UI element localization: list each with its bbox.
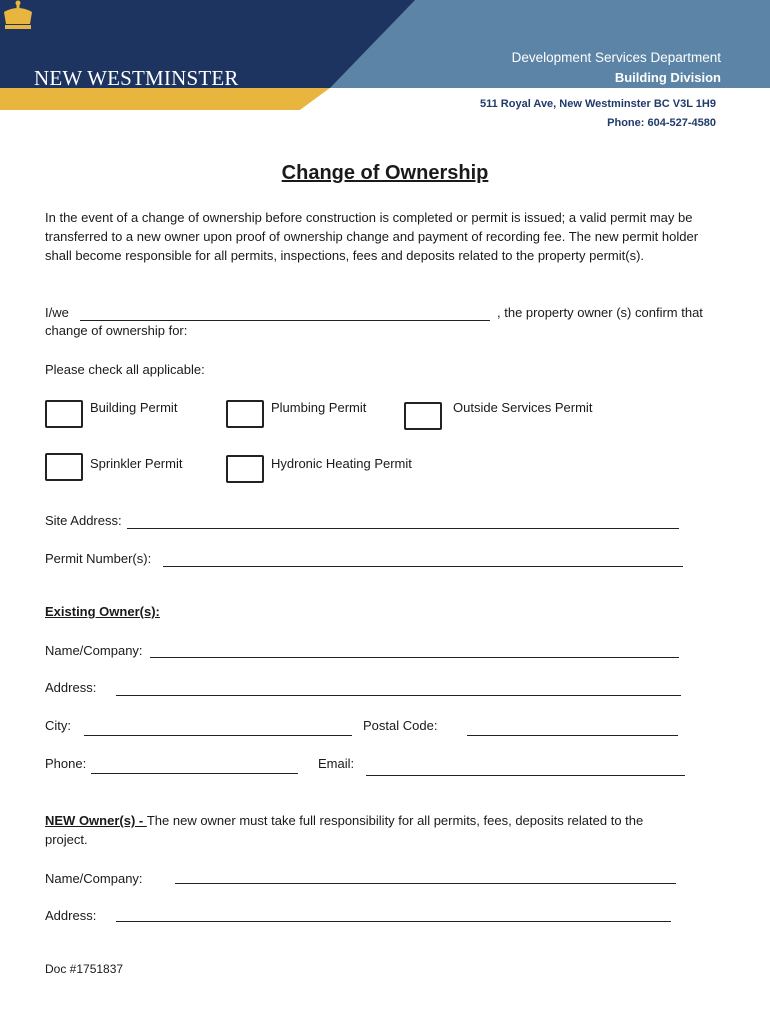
hydronic-heating-permit-checkbox[interactable]	[226, 455, 264, 483]
site-address-field[interactable]	[127, 528, 679, 529]
permit-numbers-field[interactable]	[163, 566, 683, 567]
building-permit-label: Building Permit	[90, 400, 178, 415]
new-address-label: Address:	[45, 908, 97, 923]
plumbing-permit-checkbox[interactable]	[226, 400, 264, 428]
existing-address-label: Address:	[45, 680, 97, 695]
office-phone: Phone: 604-527-4580	[607, 117, 716, 129]
existing-name-field[interactable]	[150, 657, 679, 658]
office-address: 511 Royal Ave, New Westminster BC V3L 1H9	[480, 98, 716, 110]
existing-phone-label: Phone:	[45, 756, 87, 771]
iwe-label: I/we	[45, 305, 69, 320]
new-name-field[interactable]	[175, 883, 676, 884]
new-owners-heading: NEW Owner(s) -	[45, 813, 147, 828]
building-permit-checkbox[interactable]	[45, 400, 83, 428]
hydronic-heating-permit-label: Hydronic Heating Permit	[271, 456, 412, 471]
sprinkler-permit-checkbox[interactable]	[45, 453, 83, 481]
division-name: Building Division	[614, 70, 721, 85]
existing-city-field[interactable]	[84, 735, 352, 736]
existing-address-field[interactable]	[116, 695, 681, 696]
department-block	[512, 48, 721, 88]
site-address-label: Site Address:	[45, 513, 122, 528]
document-number: Doc #1751837	[45, 962, 124, 976]
check-prompt: Please check all applicable:	[45, 362, 205, 377]
new-address-field[interactable]	[116, 921, 671, 922]
contact-block	[480, 95, 716, 133]
confirm-text: , the property owner (s) confirm that	[497, 305, 703, 320]
outside-services-permit-label: Outside Services Permit	[453, 400, 593, 415]
plumbing-permit-label: Plumbing Permit	[271, 400, 367, 415]
permit-numbers-label: Permit Number(s):	[45, 551, 152, 566]
existing-email-field[interactable]	[366, 775, 685, 776]
existing-phone-field[interactable]	[91, 773, 298, 774]
outside-services-permit-checkbox[interactable]	[404, 402, 442, 430]
sprinkler-permit-label: Sprinkler Permit	[90, 456, 183, 471]
new-owners-heading-line	[45, 813, 643, 828]
change-for-text: change of ownership for:	[45, 323, 188, 338]
crown-logo-icon	[0, 0, 36, 32]
existing-name-label: Name/Company:	[45, 643, 143, 658]
new-owners-note: The new owner must take full responsibility for all permits, fees, deposits related to the	[146, 813, 644, 828]
page-title: Change of Ownership	[281, 162, 489, 184]
existing-city-label: City:	[45, 718, 71, 733]
existing-email-label: Email:	[318, 756, 355, 771]
intro-paragraph: In the event of a change of ownership before construction is completed or permit is issued; a valid permit may be transferred to a new owner upon proof of ownership change and payment of recording fee. The new permit holder shall become responsible for all permits, inspections, fees and deposits related to the property permit(s).	[45, 210, 699, 263]
logo-wordmark: NEW WESTMINSTER	[34, 66, 239, 90]
new-owners-note-continued: project.	[45, 832, 88, 847]
existing-postal-field[interactable]	[467, 735, 678, 736]
existing-owners-heading: Existing Owner(s):	[45, 604, 160, 619]
department-name: Development Services Department	[511, 50, 721, 65]
header-banner	[0, 0, 770, 129]
new-name-label: Name/Company:	[45, 871, 143, 886]
owner-name-field[interactable]	[80, 320, 490, 321]
existing-postal-label: Postal Code:	[363, 718, 438, 733]
